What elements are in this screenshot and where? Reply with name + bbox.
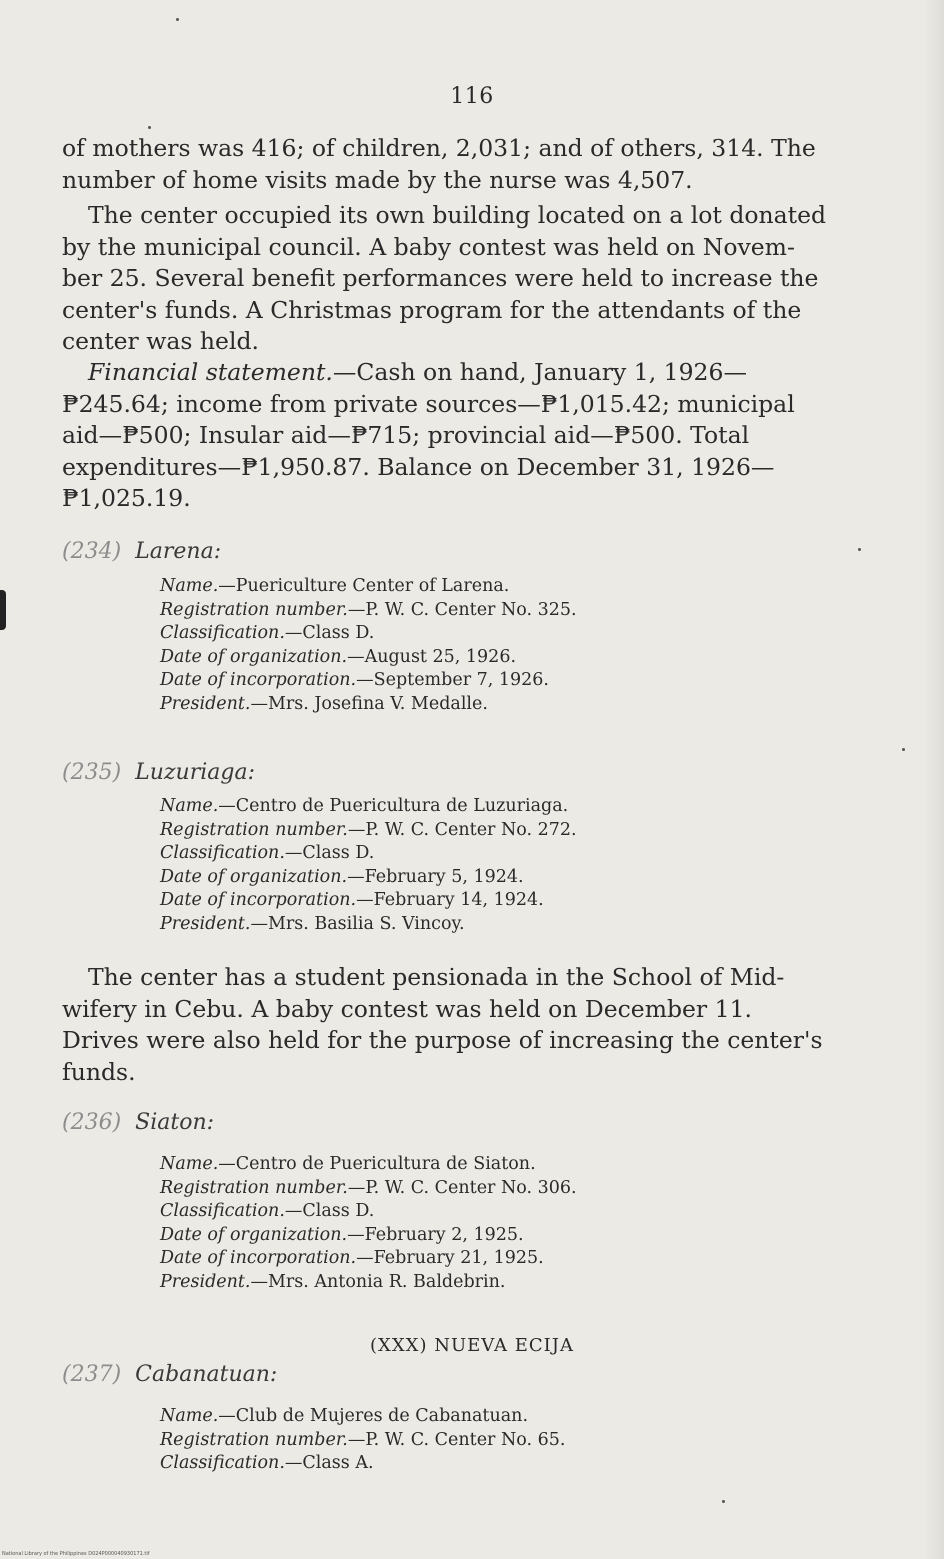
entry-heading <box>62 539 221 564</box>
scan-edge-mark <box>0 590 6 630</box>
entry-heading <box>62 1110 214 1135</box>
detail-row <box>160 889 577 913</box>
detail-value: —Puericulture Center of Larena. <box>218 576 510 596</box>
scan-speck <box>858 548 861 551</box>
detail-label: Name. <box>160 1406 219 1426</box>
entry-place: Larena: <box>135 539 222 564</box>
scan-footer: National Library of the Philippines D024P000040930171.tif <box>2 1551 150 1557</box>
detail-label: Name. <box>160 796 219 816</box>
detail-row <box>160 1247 577 1271</box>
detail-label: President. <box>160 693 251 714</box>
detail-row <box>160 646 577 670</box>
detail-row <box>160 575 577 599</box>
detail-row <box>160 1200 577 1224</box>
detail-label: President. <box>160 1271 251 1292</box>
detail-label: Date of incorporation. <box>160 670 357 691</box>
text-line: ber 25. Several benefit performances were held to increase the <box>62 264 819 292</box>
detail-label: Registration number. <box>160 819 348 840</box>
detail-row <box>160 866 577 890</box>
detail-label: Date of incorporation. <box>160 1248 357 1269</box>
detail-label: Registration number. <box>160 1177 348 1198</box>
page-edge-shadow <box>924 0 944 1559</box>
entry-number: (235) <box>62 760 122 785</box>
detail-row <box>160 795 577 819</box>
paragraph-center-activities <box>62 200 884 358</box>
entry-place: Siaton: <box>135 1110 215 1135</box>
scan-speck <box>176 18 179 21</box>
financial-statement <box>62 357 884 515</box>
text-line: ₱245.64; income from private sources—₱1,015.42; municipal <box>62 389 795 418</box>
detail-row <box>160 1452 565 1476</box>
entry-number: (234) <box>62 539 122 564</box>
detail-label: Registration number. <box>160 599 348 620</box>
detail-row <box>160 622 577 646</box>
detail-row <box>160 599 577 623</box>
detail-value: —Class A. <box>284 1453 374 1474</box>
detail-value: —Class D. <box>284 623 375 644</box>
detail-value: —P. W. C. Center No. 325. <box>347 599 577 620</box>
detail-label: Name. <box>160 1154 219 1174</box>
detail-row <box>160 1153 577 1177</box>
detail-value: —P. W. C. Center No. 306. <box>347 1177 577 1198</box>
detail-value: —February 21, 1925. <box>356 1248 544 1269</box>
detail-value: —Class D. <box>284 1201 375 1222</box>
text-line: Drives were also held for the purpose of increasing the center's <box>62 1026 823 1054</box>
text-line: center's funds. A Christmas program for the attendants of the <box>62 295 802 324</box>
entry-details <box>160 575 577 717</box>
detail-label: Registration number. <box>160 1429 348 1450</box>
detail-label: Date of organization. <box>160 866 348 887</box>
detail-value: —Class D. <box>284 843 375 864</box>
text-line: The center has a student pensionada in the School of Mid- <box>88 963 785 991</box>
detail-value: —August 25, 1926. <box>347 646 517 667</box>
detail-row <box>160 1271 577 1295</box>
detail-label: Classification. <box>160 1201 285 1222</box>
detail-value: —February 5, 1924. <box>347 866 524 887</box>
detail-row <box>160 1224 577 1248</box>
financial-statement-label: Financial statement. <box>88 358 333 386</box>
text-line: funds. <box>62 1057 136 1086</box>
text-line: aid—₱500; Insular aid—₱715; provincial aid—₱500. Total <box>62 421 750 449</box>
paragraph-luzuriaga-notes <box>62 962 884 1088</box>
scan-speck <box>902 748 905 751</box>
detail-label: Classification. <box>160 843 285 864</box>
scan-speck <box>722 1500 725 1503</box>
text-line: expenditures—₱1,950.87. Balance on December 31, 1926— <box>62 452 775 481</box>
entry-number: (237) <box>62 1362 122 1387</box>
detail-row <box>160 1405 565 1429</box>
detail-label: Name. <box>160 576 219 596</box>
entry-details <box>160 1405 565 1476</box>
entry-heading <box>62 1362 277 1387</box>
detail-label: Date of organization. <box>160 1224 348 1245</box>
paragraph-continuation <box>62 133 884 196</box>
detail-value: —P. W. C. Center No. 65. <box>347 1429 566 1450</box>
detail-row <box>160 693 577 717</box>
detail-value: —Centro de Puericultura de Siaton. <box>218 1154 536 1174</box>
detail-value: —Centro de Puericultura de Luzuriaga. <box>218 796 569 816</box>
text-line: The center occupied its own building located on a lot donated <box>88 201 827 229</box>
detail-label: Classification. <box>160 623 285 644</box>
detail-value: —September 7, 1926. <box>356 670 549 691</box>
detail-row <box>160 819 577 843</box>
detail-value: —Mrs. Basilia S. Vincoy. <box>250 913 465 934</box>
text-line: ₱1,025.19. <box>62 484 191 512</box>
detail-label: President. <box>160 913 251 934</box>
detail-label: Date of incorporation. <box>160 890 357 911</box>
detail-row <box>160 842 577 866</box>
text-line <box>62 357 884 389</box>
detail-value: —P. W. C. Center No. 272. <box>347 819 577 840</box>
entry-heading <box>62 760 255 785</box>
detail-row <box>160 1429 565 1453</box>
page-number: 116 <box>450 84 494 109</box>
detail-label: Date of organization. <box>160 646 348 667</box>
text-line: of mothers was 416; of children, 2,031; and of others, 314. The <box>62 134 816 162</box>
detail-value: —Club de Mujeres de Cabanatuan. <box>218 1406 529 1426</box>
scan-speck <box>148 126 151 129</box>
text-line: by the municipal council. A baby contest was held on Novem- <box>62 232 795 261</box>
entry-place: Luzuriaga: <box>135 760 255 785</box>
section-heading: (XXX) NUEVA ECIJA <box>369 1335 574 1356</box>
detail-label: Classification. <box>160 1453 285 1474</box>
detail-row <box>160 913 577 937</box>
entry-place: Cabanatuan: <box>135 1362 278 1387</box>
detail-value: —Mrs. Antonia R. Baldebrin. <box>250 1271 506 1292</box>
entry-details <box>160 1153 577 1295</box>
detail-value: —February 2, 1925. <box>347 1224 524 1245</box>
text-line: center was held. <box>62 327 259 355</box>
entry-number: (236) <box>62 1110 122 1135</box>
entry-details <box>160 795 577 937</box>
text-line: wifery in Cebu. A baby contest was held on December 11. <box>62 994 753 1023</box>
detail-value: —Mrs. Josefina V. Medalle. <box>250 693 488 714</box>
detail-row <box>160 669 577 693</box>
financial-text: —Cash on hand, January 1, 1926— <box>332 358 747 386</box>
detail-value: —February 14, 1924. <box>356 890 544 911</box>
text-line: number of home visits made by the nurse was 4,507. <box>62 165 693 194</box>
detail-row <box>160 1177 577 1201</box>
